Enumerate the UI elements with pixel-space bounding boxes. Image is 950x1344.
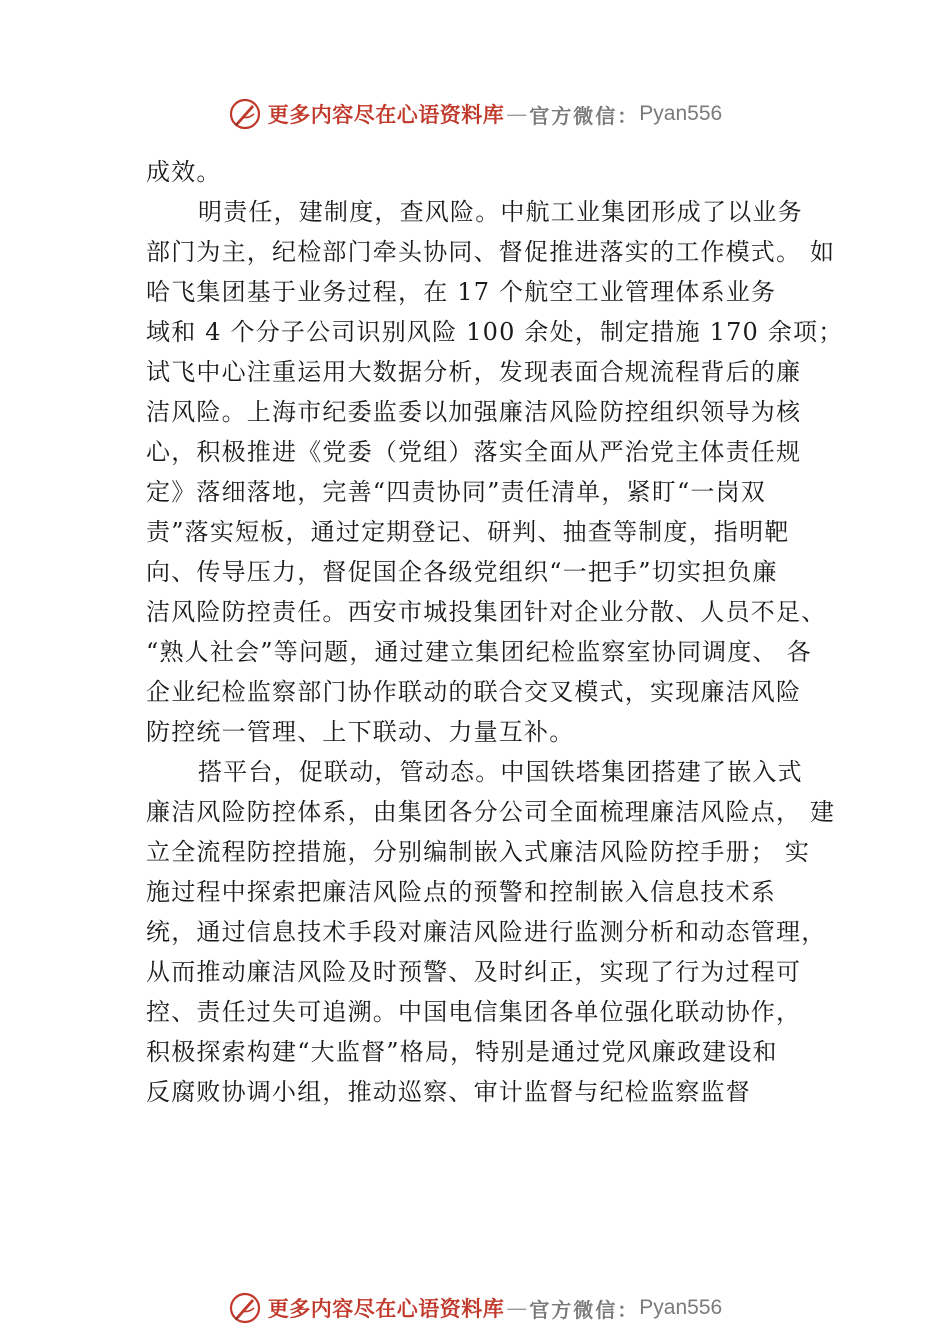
- text-line: 洁风险防控责任。西安市城投集团针对企业分散、人员不足、: [146, 598, 827, 626]
- text-line: 统，通过信息技术手段对廉洁风险进行监测分析和动态管理，: [146, 918, 827, 946]
- text-line: 立全流程防控措施，分别编制嵌入式廉洁风险防控手册； 实: [146, 838, 811, 866]
- footer-watermark-banner: [0, 1288, 950, 1328]
- quill-pen-logo-icon: [228, 1291, 262, 1325]
- text-line: 定》落细落地，完善“四责协同”责任清单，紧盯“一岗双: [146, 478, 767, 506]
- text-line: 积极探索构建“大监督”格局，特别是通过党风廉政建设和: [146, 1038, 778, 1066]
- text-line: 向、传导压力，督促国企各级党组织“一把手”切实担负廉: [146, 558, 778, 586]
- document-body: [146, 152, 844, 1112]
- text-line: 施过程中探索把廉洁风险点的预警和控制嵌入信息技术系: [146, 878, 776, 906]
- wechat-id: Pyan556: [639, 1296, 723, 1319]
- text-line: 哈飞集团基于业务过程，在 17 个航空工业管理体系业务: [146, 278, 777, 306]
- wechat-label: 官方微信：: [529, 103, 640, 128]
- text-line: 成效。: [146, 158, 222, 186]
- brand-name: 更多内容尽在心语资料库: [267, 1296, 505, 1321]
- header-watermark-banner: [0, 94, 950, 134]
- wechat-label: 官方微信：: [529, 1297, 640, 1322]
- text-line: “熟人社会”等问题，通过建立集团纪检监察室协同调度、 各: [146, 638, 812, 666]
- paragraph-start-line: 明责任，建制度，查风险。中航工业集团形成了以业务: [198, 198, 803, 226]
- banner-separator: —: [506, 1296, 528, 1320]
- wechat-id: Pyan556: [639, 102, 723, 125]
- text-line: 企业纪检监察部门协作联动的联合交叉模式，实现廉洁风险: [146, 678, 802, 706]
- text-line: 心，积极推进《党委（党组）落实全面从严治党主体责任规: [146, 438, 802, 466]
- text-line: 责”落实短板，通过定期登记、研判、抽查等制度，指明靶: [146, 518, 790, 546]
- text-line: 部门为主，纪检部门牵头协同、督促推进落实的工作模式。 如: [146, 238, 836, 266]
- text-line: 防控统一管理、上下联动、力量互补。: [146, 718, 575, 746]
- banner-separator: —: [506, 102, 528, 126]
- text-line: 廉洁风险防控体系，由集团各分公司全面梳理廉洁风险点， 建: [146, 798, 836, 826]
- text-line: 反腐败协调小组，推动巡察、审计监督与纪检监察监督: [146, 1078, 751, 1106]
- quill-pen-logo-icon: [228, 97, 262, 131]
- paragraph-start-line: 搭平台，促联动，管动态。中国铁塔集团搭建了嵌入式: [198, 758, 803, 786]
- text-line: 域和 4 个分子公司识别风险 100 余处，制定措施 170 余项；: [146, 318, 844, 346]
- text-line: 控、责任过失可追溯。中国电信集团各单位强化联动协作，: [146, 998, 802, 1026]
- text-line: 试飞中心注重运用大数据分析，发现表面合规流程背后的廉: [146, 358, 802, 386]
- text-line: 从而推动廉洁风险及时预警、及时纠正，实现了行为过程可: [146, 958, 802, 986]
- brand-name: 更多内容尽在心语资料库: [267, 102, 505, 127]
- text-line: 洁风险。上海市纪委监委以加强廉洁风险防控组织领导为核: [146, 398, 802, 426]
